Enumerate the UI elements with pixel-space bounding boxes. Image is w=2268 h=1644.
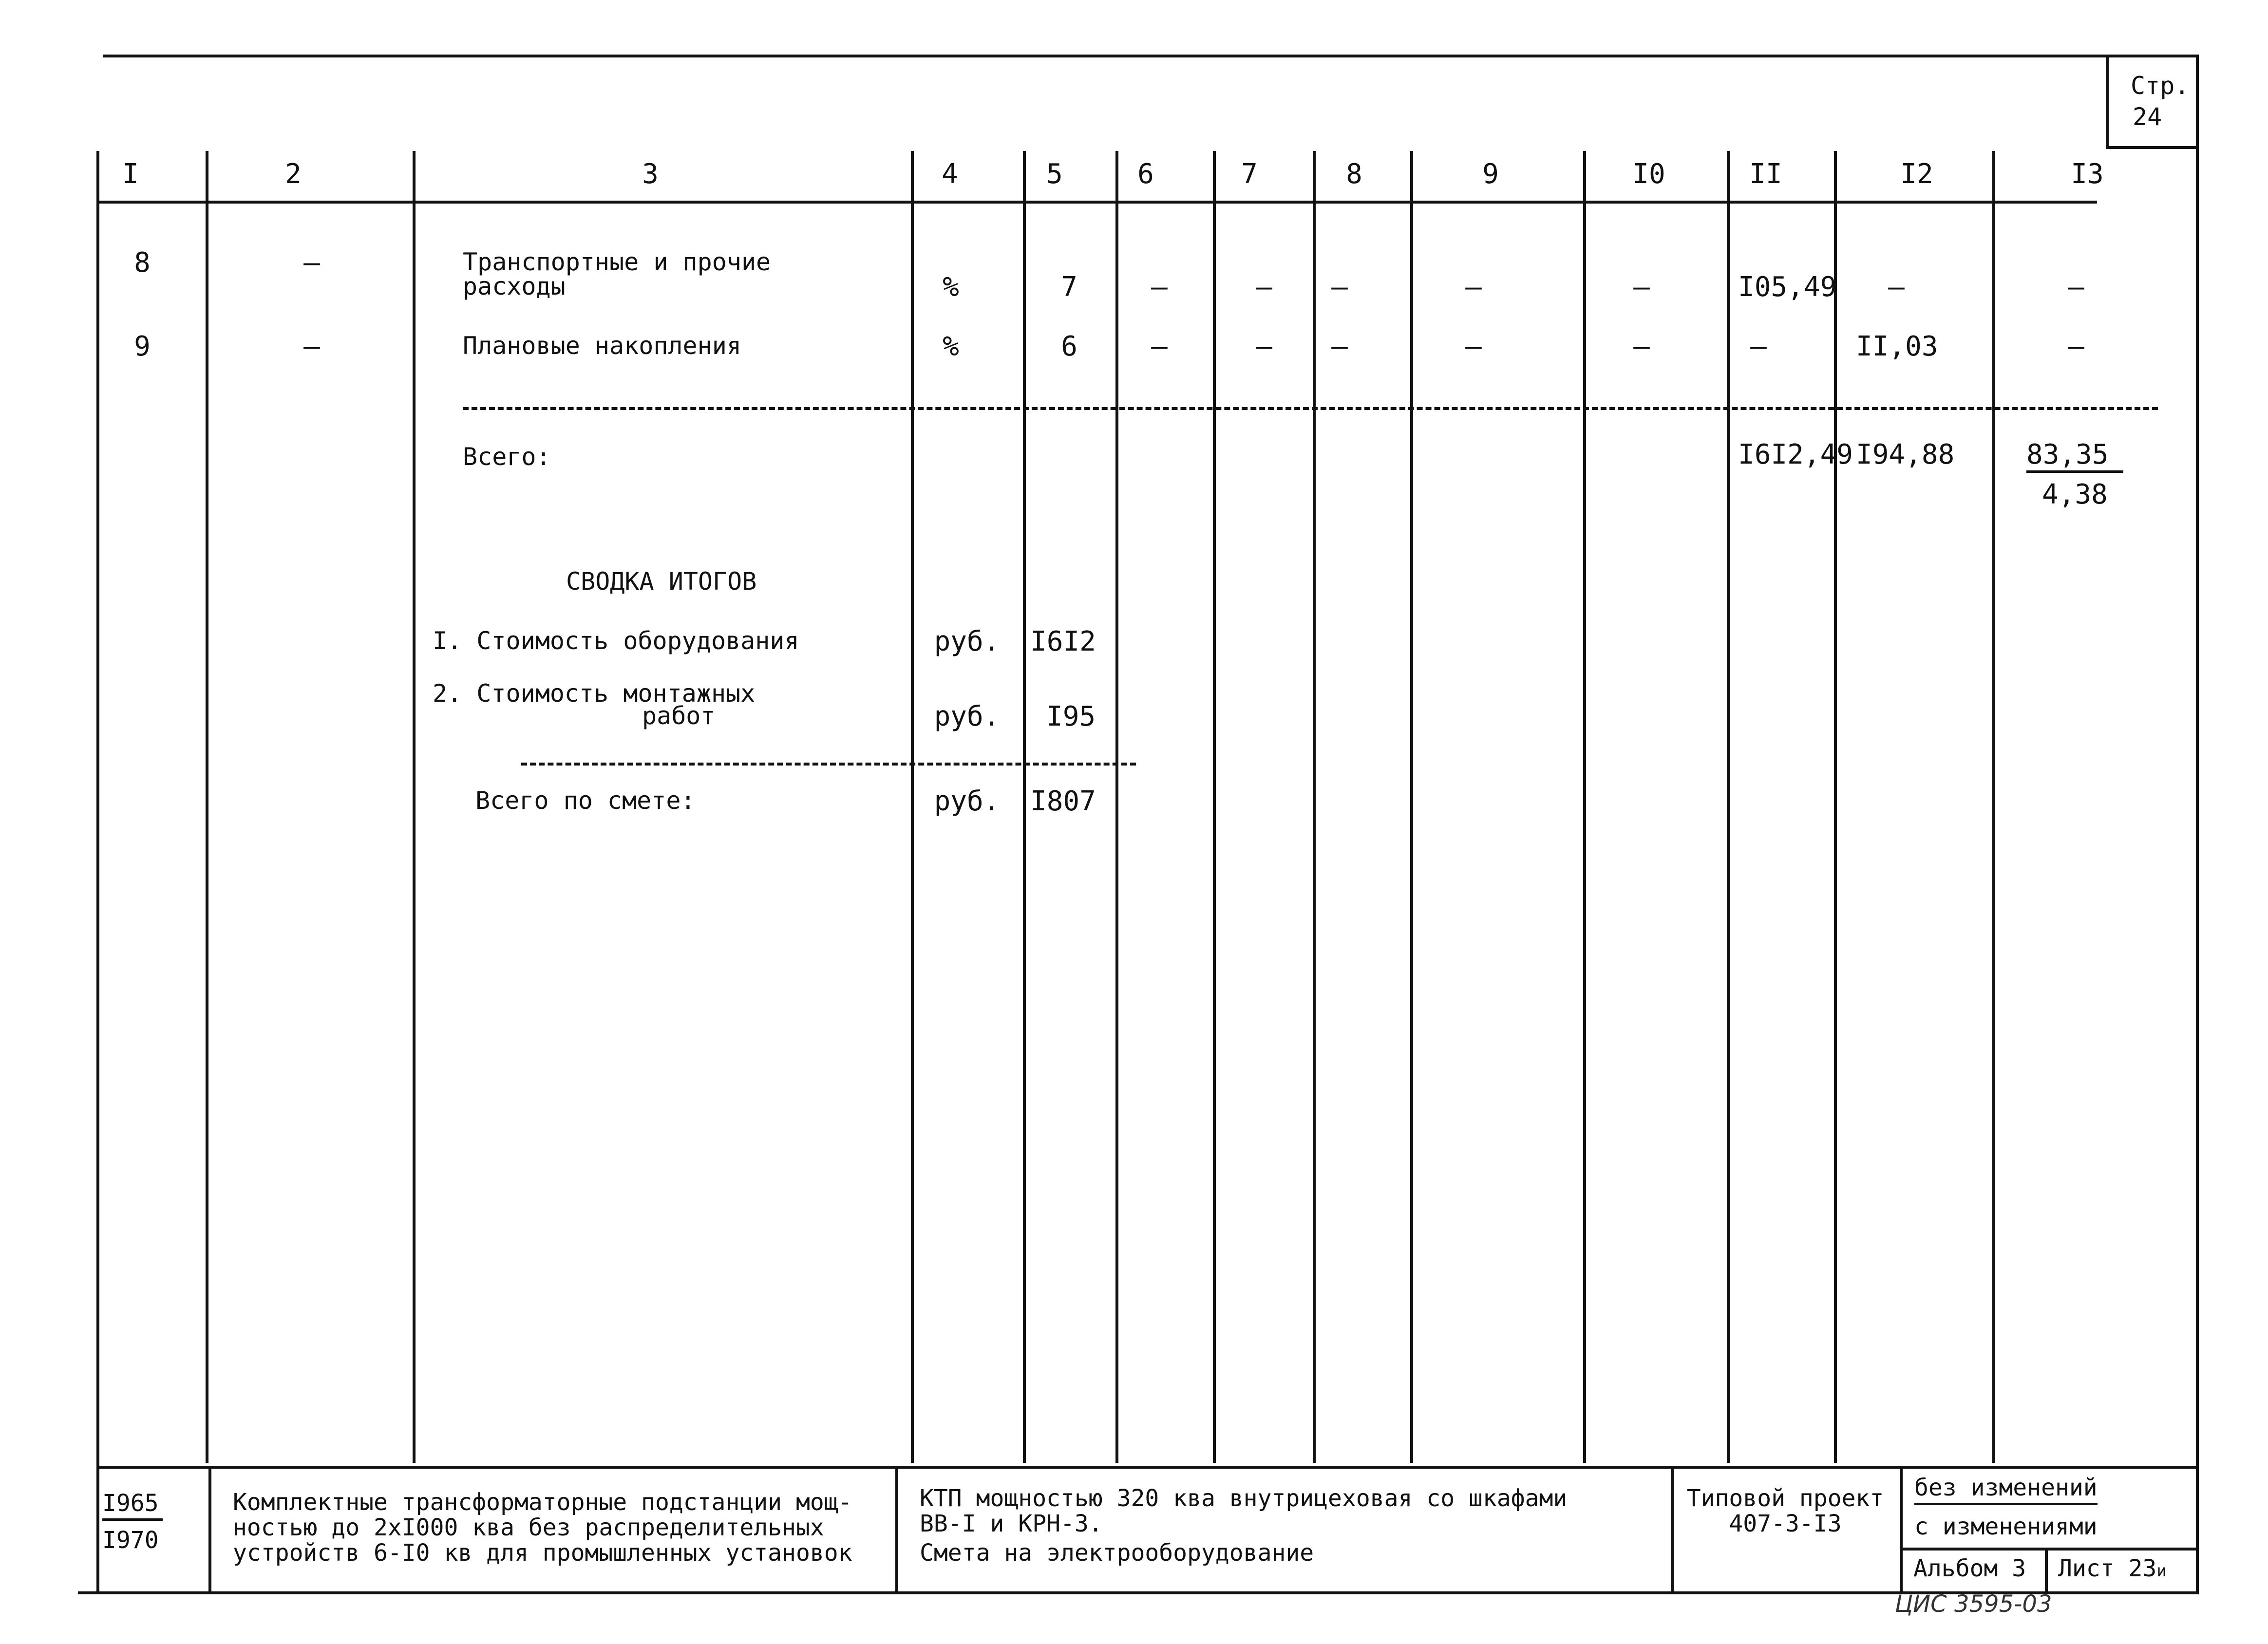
stamp-year-top: I965	[102, 1491, 163, 1521]
grand-total-label: Всего по смете:	[475, 786, 696, 815]
col-line-7	[1313, 151, 1316, 1463]
col-header-11: II	[1749, 158, 1782, 190]
summary-item-2-label-line1: 2. Стоимость монтажных	[433, 679, 756, 708]
stamp-bottom-line	[78, 1591, 2199, 1594]
row-9-c9: –	[1465, 331, 1482, 362]
row-9-c10: –	[1633, 331, 1650, 362]
row-8-c7: –	[1256, 271, 1272, 303]
row-8-c8: –	[1331, 271, 1348, 303]
stamp-desc-line-2: ностью до 2хI000 ква без распределительных	[233, 1514, 824, 1541]
row-9-c11: –	[1750, 331, 1767, 362]
col-line-12	[1992, 151, 1995, 1463]
col-header-4: 4	[942, 158, 958, 190]
stamp-status-changed: с изменениями	[1914, 1513, 2098, 1540]
col-line-10	[1727, 151, 1730, 1463]
summary-separator-dashed	[521, 763, 1136, 766]
stamp-top-line	[96, 1466, 2199, 1469]
row-8-c10: –	[1633, 271, 1650, 303]
row-8-c6: –	[1151, 271, 1168, 303]
row-9-c13: –	[2068, 331, 2084, 362]
row-9-c7: –	[1256, 331, 1272, 362]
row-8-c12: –	[1888, 271, 1905, 303]
stamp-divider-2	[895, 1466, 898, 1591]
header-bottom-line	[97, 201, 2097, 204]
col-header-10: I0	[1632, 158, 1665, 190]
stamp-divider-3	[1671, 1466, 1674, 1591]
row-9-num: 9	[134, 331, 151, 362]
frame-top	[103, 55, 2199, 57]
stamp-divider-4	[1900, 1466, 1903, 1591]
stamp-status-unchanged: без изменений	[1914, 1476, 2098, 1505]
row-9-desc: Плановые накопления	[463, 332, 741, 360]
summary-title: СВОДКА ИТОГОВ	[566, 567, 757, 596]
row-8-c13: –	[2068, 271, 2084, 303]
row-8-desc-line2: расходы	[463, 272, 566, 300]
row-9-unit: %	[943, 331, 959, 362]
col-header-2: 2	[285, 158, 302, 190]
row-8-unit: %	[943, 271, 959, 303]
total-c12: I94,88	[1856, 439, 1955, 470]
col-line-5	[1115, 151, 1118, 1463]
row-9-c12: II,03	[1856, 331, 1938, 362]
row-9-qty: 6	[1061, 331, 1077, 362]
stamp-sheet-text: Лист 23	[2058, 1555, 2157, 1582]
col-line-9	[1583, 151, 1586, 1463]
page-box-bottom	[2106, 146, 2199, 149]
summary-item-2-label-line2: работ	[642, 702, 716, 730]
stamp-sheet-sub: и	[2156, 1561, 2167, 1581]
summary-item-1-label: I. Стоимость оборудования	[433, 627, 799, 655]
col-header-5: 5	[1046, 158, 1063, 190]
col-header-1: I	[122, 158, 139, 190]
row-9-c2: –	[303, 331, 320, 362]
stamp-right-inner-line	[1900, 1548, 2199, 1551]
row-8-qty: 7	[1061, 271, 1077, 303]
col-line-6	[1213, 151, 1216, 1463]
summary-item-2-unit: руб.	[934, 701, 1000, 732]
col-header-6: 6	[1137, 158, 1154, 190]
col-line-11	[1834, 151, 1837, 1463]
summary-item-1-value: I6I2	[1030, 626, 1096, 657]
row-8-desc-line1: Транспортные и прочие	[463, 248, 771, 276]
col-header-13: I3	[2071, 158, 2104, 190]
grand-total-unit: руб.	[934, 785, 1000, 817]
row-8-c9: –	[1465, 271, 1482, 303]
frame-right	[2196, 146, 2199, 1592]
col-header-9: 9	[1482, 158, 1499, 190]
col-header-12: I2	[1900, 158, 1933, 190]
page-number: 24	[2133, 103, 2162, 131]
col-line-2	[413, 151, 416, 1463]
total-c13-bottom: 4,38	[2042, 479, 2108, 510]
col-line-4	[1023, 151, 1026, 1463]
row-8-c11: I05,49	[1738, 271, 1837, 303]
stamp-desc-line-3: устройств 6-I0 кв для промышленных установок	[233, 1539, 852, 1567]
row-9-c8: –	[1331, 331, 1348, 362]
stamp-project-label: Типовой проект	[1686, 1485, 1884, 1512]
page-label: Стр.	[2131, 72, 2190, 100]
stamp-project-code: 407-3-I3	[1729, 1510, 1842, 1537]
frame-left	[96, 151, 99, 1594]
summary-item-1-unit: руб.	[934, 626, 1000, 657]
stamp-desc-line-1: Комплектные трансформаторные подстанции мощ-	[233, 1489, 852, 1516]
col-line-8	[1410, 151, 1413, 1463]
col-header-8: 8	[1346, 158, 1362, 190]
row-9-c6: –	[1151, 331, 1168, 362]
total-c13-top: 83,35	[2026, 441, 2123, 473]
total-separator-dashed	[463, 407, 2158, 410]
summary-item-2-value: I95	[1046, 701, 1096, 732]
col-header-7: 7	[1241, 158, 1258, 190]
col-line-1	[206, 151, 208, 1463]
col-line-3	[911, 151, 914, 1463]
stamp-album: Альбом 3	[1913, 1555, 2026, 1582]
stamp-year-bottom: I970	[102, 1527, 159, 1554]
stamp-spec-line-1: КТП мощностью 320 ква внутрицеховая со шкафами	[920, 1485, 1568, 1512]
stamp-spec-line-3: Смета на электрооборудование	[920, 1539, 1314, 1567]
col-header-3: 3	[642, 158, 659, 190]
page-box-right	[2196, 55, 2199, 147]
stamp-sheet	[2058, 1556, 2167, 1582]
stamp-divider-1	[208, 1466, 211, 1591]
grand-total-value: I807	[1030, 785, 1096, 817]
total-c11: I6I2,49	[1738, 439, 1853, 470]
row-8-num: 8	[134, 247, 151, 279]
stamp-album-sheet-divider	[2045, 1548, 2048, 1591]
row-8-c2: –	[303, 247, 320, 279]
page-box-left	[2106, 55, 2109, 147]
total-label: Всего:	[463, 443, 551, 471]
stamp-spec-line-2: ВВ-I и КРН-3.	[920, 1510, 1103, 1537]
handwritten-archive-number: ЦИС 3595-03	[1895, 1590, 2052, 1618]
